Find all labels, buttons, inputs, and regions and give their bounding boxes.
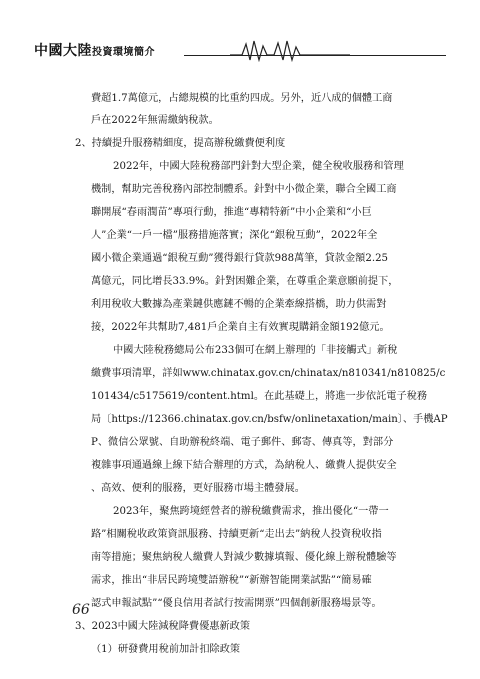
- header-title-main: 中國大陸: [34, 43, 92, 59]
- text-line: 2022年，中國大陸稅務部門針對大型企業，健全稅收服務和管理: [113, 161, 404, 172]
- header-rule: [184, 55, 446, 56]
- text-line: 複雜事項通過線上線下結合辦理的方式，為納稅人、繳費人提供安全: [91, 460, 397, 471]
- section-heading: 2、持續提升服務精細度，提高辦稅繳費便利度: [75, 138, 286, 149]
- text-line: 2023年，聚焦跨境經營者的辦稅繳費需求，推出優化“一帶一: [113, 506, 389, 517]
- text-line: 萬億元，同比增長33.9%。針對困難企業，在尊重企業意願前提下，: [91, 276, 399, 287]
- text-line: 101434/c5175619/content.html。在此基礎上，將進一步依託電子稅務: [91, 391, 428, 402]
- heartbeat-line-icon: [230, 38, 350, 62]
- text-line: 需求，推出“非居民跨境雙語辦稅”“新辦智能開業試點”“簡易確: [91, 575, 372, 586]
- text-line: 戶在2022年無需繳納稅款。: [91, 115, 219, 126]
- running-header: [34, 38, 446, 62]
- text-line: 認式申報試點”“優良信用者試行按需開票”四個創新服務場景等。: [91, 598, 382, 609]
- text-line: 費超1.7萬億元，占總規模的比重約四成。另外，近八成的個體工商: [91, 93, 393, 104]
- text-line: 利用稅收大數據為產業鏈供應鏈不暢的企業牽線搭橋，助力供需對: [91, 299, 387, 310]
- text-line: 路”相關稅收政策資訊服務、持續更新“走出去”納稅人投資稅收指: [91, 529, 382, 540]
- text-line: 南等措施；聚焦納稅人繳費人對減少數據填報、優化線上辦稅體驗等: [91, 552, 397, 563]
- text-line: 聯開展“春雨潤苗”專項行動，推進“專精特新”中小企業和“小巨: [91, 207, 372, 218]
- text-line: 中國大陸稅務總局公布233個可在網上辦理的「非接觸式」新稅: [113, 345, 398, 356]
- text-line: 繳費事項清單，詳如www.chinatax.gov.cn/chinatax/n810341/n810825/c: [91, 368, 446, 379]
- text-line: 人”企業“一戶一檔”服務措施落實；深化“銀稅互動”，2022年全: [91, 230, 378, 241]
- subsection-heading: （1）研發費用稅前加計扣除政策: [91, 644, 241, 655]
- text-line: 機制，幫助完善稅務內部控制體系。針對中小微企業，聯合全國工商: [91, 184, 397, 195]
- section-heading: 3、2023中國大陸減稅降費優惠新政策: [75, 621, 251, 632]
- text-line: 、高效、便利的服務，更好服務市場主體發展。: [91, 483, 305, 494]
- text-line: 接，2022年共幫助7,481戶企業自主有效實現購銷金額192億元。: [91, 322, 390, 333]
- header-title-sub: 投資環境簡介: [92, 47, 155, 58]
- text-line: 局〔https://12366.chinatax.gov.cn/bsfw/onlinetaxation/main〕、手機AP: [91, 414, 448, 425]
- text-line: 國小微企業通過“銀稅互動”獲得銀行貸款988萬筆，貸款金額2.25: [91, 253, 389, 264]
- text-line: P、微信公眾號、自助辦稅終端、電子郵件、郵寄、傳真等，對部分: [91, 437, 394, 448]
- page-number: 66: [72, 602, 90, 618]
- header-title: [34, 40, 155, 60]
